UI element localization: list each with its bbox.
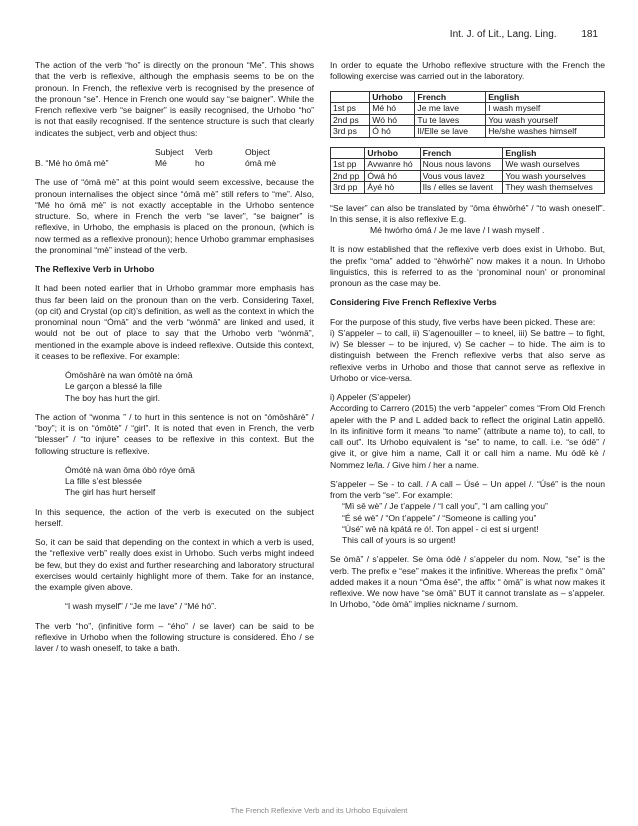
- column-header: French: [420, 147, 503, 159]
- example-line: “É sé wè” / “On t’appele” / “Someone is calling you”: [342, 512, 537, 523]
- table-cell: Avwanre hó: [365, 159, 420, 171]
- paragraph: So, it can be said that depending on the context in which a verb is used, the “reflexive verb” really does exist in Urhobo. Such verbs might indeed be few, but they do exist and further researching and laboratory structural exercises would certainly highlight more of them. Take for an instance, the example given above.: [35, 537, 314, 592]
- paragraph: In order to equate the Urhobo reflexive structure with the French the following exercise was carried out in the laboratory.: [330, 60, 605, 82]
- table-row: [331, 103, 605, 115]
- example-line: Ómōshārè na wan ómōtè na ómā: [65, 370, 193, 380]
- section-heading: Considering Five French Reflexive Verbs: [330, 297, 497, 308]
- paragraph: The use of “ómā mè” at this point would seem excessive, because the pronoun internalises the object since “ómā mè” still refers to “me”. Also, “Mé ho ómā mè” is not exactly acceptable in the Urhobo sentence structure. So, where in French the verb “se laver”, “se baigner” is reflexive, in Urhobo, the emphasis is placed on the pronoun, (which is now termed as a reflexive pronoun); hence Urhobo grammar emphasises the pronominal “mè” instead of the verb.: [35, 177, 314, 255]
- svo-value: ho: [195, 158, 205, 168]
- table-cell: They wash themselves: [503, 182, 605, 194]
- example-block: [35, 465, 314, 499]
- table-cell: Nous nous lavons: [420, 159, 503, 171]
- svo-header: Subject: [155, 146, 184, 157]
- column-header: French: [415, 91, 486, 103]
- table-row: [331, 114, 605, 126]
- svo-header: Verb: [195, 146, 213, 157]
- example-line: This call of yours is so urgent!: [342, 535, 456, 545]
- table-cell: 1st ps: [331, 103, 370, 115]
- table-cell: You wash yourself: [486, 114, 605, 126]
- example-line: “Úsé” wē nà kpátá re ó!. Ton appel - ci est si urgent!: [342, 523, 539, 534]
- table-cell: I wash myself: [486, 103, 605, 115]
- table-cell: Je me lave: [415, 103, 486, 115]
- page-footer: The French Reflexive Verb and its Urhobo Equivalent: [230, 806, 408, 815]
- example-line: “Mì sē wè” / Je t’appele / “I call you”, “I am calling you”: [342, 501, 548, 512]
- table-cell: Tu te laves: [415, 114, 486, 126]
- paragraph: It had been noted earlier that in Urhobo grammar more emphasis has thus far been laid on the pronoun than on the verb. Considering Taxel, (op cit) and Crystal (op cit)’s definition, as well as the context in which the pronominal noun “Ómā” and the verb “wónmā” are linked and used, it would not be out of place to say that the Urhobo verb “wónmā”, mentioned in the example above is indeed reflexive. Outside this context, it ceases to be reflexive. For example:: [35, 283, 314, 361]
- table-cell: Áyé hò: [365, 182, 420, 194]
- table-row: [331, 159, 605, 171]
- svo-header-row: [35, 147, 314, 158]
- example-line: The boy has hurt the girl.: [65, 392, 161, 403]
- table-cell: Ówá hó: [365, 170, 420, 182]
- paragraph: i) S’appeler – to call, ii) S’agenouiller – to kneel, iii) Se battre – to fight, iv) Se blesser – to be injured, v) Se cacher – to hide. The aim is to distinguish between the French reflexive verbs that also serve as reflexive verbs in Urhobo and those that cannot serve as reflexive in Urhobo or vice-versa.: [330, 327, 605, 383]
- table-cell: Wó hó: [370, 114, 415, 126]
- table-row: [331, 126, 605, 138]
- example-line: Le garçon a blessé la fille: [65, 381, 162, 392]
- table-cell: 1st pp: [331, 159, 365, 171]
- table-cell: He/she washes himself: [486, 126, 605, 138]
- page-number: 181: [581, 29, 598, 40]
- svo-label: B. “Mé ho ómā mè”: [35, 158, 109, 168]
- table-cell: Ils / elles se lavent: [420, 182, 503, 194]
- paragraph: In this sequence, the action of the verb is executed on the subject herself.: [35, 506, 314, 528]
- table-row: [331, 170, 605, 182]
- right-column: [330, 60, 605, 619]
- page-header: [428, 29, 598, 40]
- svo-value: ómā mè: [245, 158, 277, 168]
- paragraph: The verb “ho”, (infinitive form – “ého” / se laver) can be said to be reflexive in Urhobo when the following structure is considered. Ého / se laver / to wash oneself, to take a bath.: [35, 620, 314, 653]
- paragraph: It is now established that the reflexive verb does exist in Urhobo. But, the prefix “oma” added to “èhwòrhè” now makes it a noun. In Urhobo linguistics, this is referred to as the ‘pronominal noun’ or pronominal pronoun as the case may be.: [330, 244, 605, 288]
- quote-line: “I wash myself” / “Je me lave” / “Mé hó”.: [65, 601, 217, 612]
- example-line: The girl has hurt herself: [65, 487, 156, 498]
- column-header: English: [503, 147, 605, 159]
- paragraph: The action of the verb “ho” is directly on the pronoun “Me”. This shows that the verb is reflexive, although the emphasis seems to be on the pronoun. In French, the reflexive verb is recognised by the presence of the pronoun “se”. Hence in French one would say “se baigner”. While the French reflexive verb “se baigner” is easily recognised, the Urhobo “ho” is not that easily recognised. If the sentence structure is such that clearly indicates the subject, verb and object thus:: [35, 60, 314, 138]
- paragraph: For the purpose of this study, five verbs have been picked. These are:: [330, 316, 596, 327]
- table-row: [331, 182, 605, 194]
- column-header: English: [486, 91, 605, 103]
- column-header: Urhobo: [365, 147, 420, 159]
- table-cell: 3rd pp: [331, 182, 365, 194]
- example-block: [35, 370, 314, 404]
- paragraph: “Se laver” can also be translated by “ōma éhwōrhé” / “to wash oneself”. In this sense, it is also reflexive E.g.: [330, 202, 605, 224]
- example-line: Mé hwórho ómá / Je me lave / I wash myself .: [370, 225, 545, 235]
- svo-value: Mé: [155, 158, 167, 168]
- table-header-row: [331, 147, 605, 159]
- table-cell: 3rd ps: [331, 126, 370, 138]
- table-cell: You wash yourselves: [503, 170, 605, 182]
- table-cell: Il/Elle se lave: [415, 126, 486, 138]
- example-line: Ómótè nà wan ōma óbò róye ómā: [65, 464, 195, 475]
- table-cell: 2nd pp: [331, 170, 365, 182]
- table-cell: 2nd ps: [331, 114, 370, 126]
- subsection-title: i) Appeler (S’appeler): [330, 392, 411, 402]
- paragraph: The action of “wonma ” / to hurt in this sentence is not on “ómōshārè” / “boy”; it is on “ómōtè” / “girl”. It is noted that even in French, the verb “blesser” / “to injure” ceases to be reflexive in this context. But the following structure is reflexive.: [35, 411, 314, 456]
- svo-value-row: [35, 158, 314, 169]
- journal-title: Int. J. of Lit., Lang. Ling.: [449, 29, 557, 40]
- table-cell: Mé hó: [370, 103, 415, 115]
- column-header: Urhobo: [370, 91, 415, 103]
- section-heading: The Reflexive Verb in Urhobo: [35, 264, 155, 274]
- singular-conjugation-table: [330, 91, 605, 138]
- table-cell: Vous vous lavez: [420, 170, 503, 182]
- paragraph: Se òmā” / s’appeler. Se òma ódè / s’appeler du nom. Now, “se” is the verb. The prefix e “ese” makes it the infinitive. Whereas the prefix “ òmā” added makes it a noun “Ómа ēsé”, the affix “ òmā” is what now makes it reflexive. We now have “se òmā” BUT it cannot translate as – s’appeler. In Urhobo, “òde òmà” implies nickname / surnom.: [330, 554, 605, 610]
- plural-conjugation-table: [330, 147, 605, 194]
- svo-header: Object: [245, 146, 270, 157]
- example-block: [330, 501, 605, 546]
- example-line: La fille s’est blessée: [65, 476, 142, 486]
- table-cell: Ó hó: [370, 126, 415, 138]
- table-cell: We wash ourselves: [503, 159, 605, 171]
- left-column: [35, 60, 314, 662]
- paragraph: According to Carrero (2015) the verb “appeler” comes “From Old French apeler with the P and L added back to reflect the original Latin appellō. In its infinitive form it means “to name” (attribute a name to), to call, to call out”. Its Urhobo equivalent is “se” to name, to call. i.e. “se ódē” / give it, or give him a name, Call it or call him a name. Mu ódē kè / Nommez le/la. / Give him / her a name.: [330, 403, 605, 470]
- paragraph: S’appeler – Se - to call. / A call – Úsé – Un appel /. “Úsé” is the noun from the verb “se”. For example:: [330, 478, 605, 500]
- table-header-row: [331, 91, 605, 103]
